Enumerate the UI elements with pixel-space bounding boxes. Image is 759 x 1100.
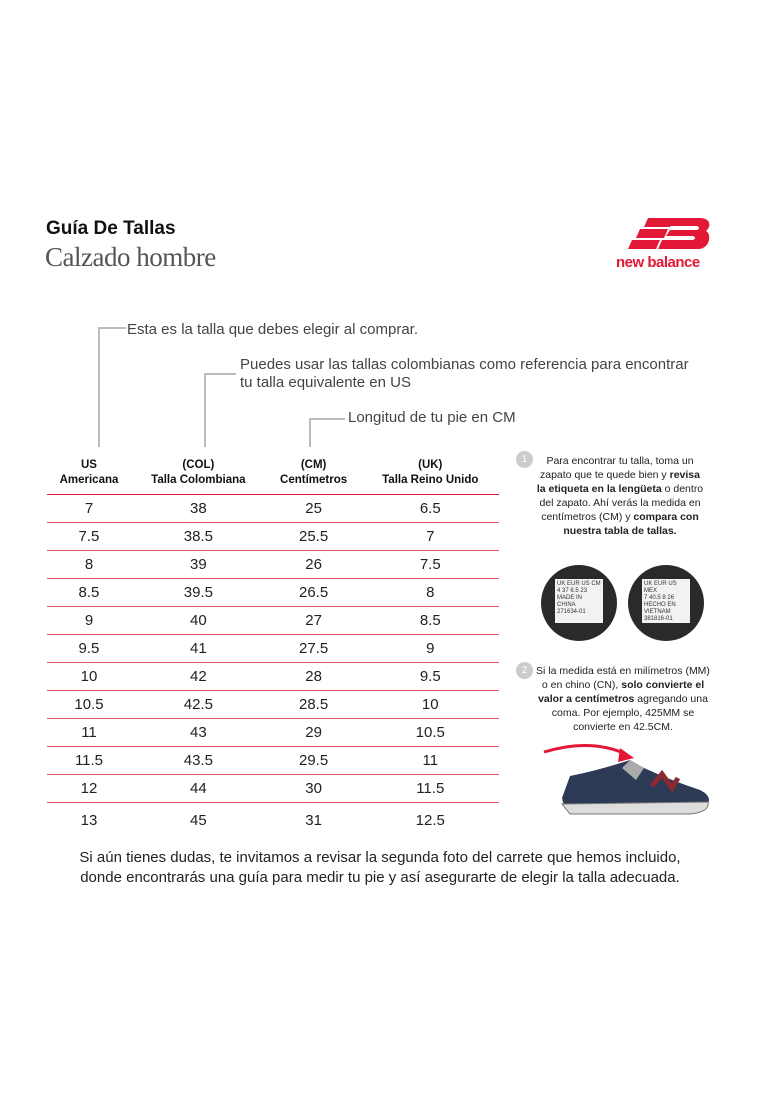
table-cell: 39.5 [131, 579, 266, 607]
step-2-number: 2 [516, 662, 533, 679]
table-cell: 8 [47, 551, 131, 579]
step-1-text [535, 454, 705, 538]
table-cell: 26.5 [266, 579, 362, 607]
table-cell: 26 [266, 551, 362, 579]
table-row [47, 775, 499, 803]
table-row [47, 747, 499, 775]
step-1-number: 1 [516, 451, 533, 468]
table-cell: 13 [80, 812, 98, 829]
note-col-line1: Puedes usar las tallas colombianas como referencia para encontrar [240, 356, 689, 373]
table-row [47, 551, 499, 579]
table-cell: 11 [362, 747, 499, 775]
page-title: Guía De Tallas [46, 218, 176, 239]
column-header-line: US [80, 459, 97, 471]
bracket-us [98, 327, 126, 447]
table-cell: 31 [305, 812, 322, 829]
step-text-part: Si la medida está en milímetros (MM) o en chino (CN), [536, 665, 710, 691]
table-cell: 7 [47, 495, 131, 523]
table-cell: 10.5 [362, 719, 499, 747]
column-header-line: (CM) [300, 459, 327, 471]
table-cell: 38.5 [131, 523, 266, 551]
table-cell: 9.5 [362, 663, 499, 691]
table-row [47, 691, 499, 719]
table-cell: 25.5 [266, 523, 362, 551]
step-text-part: revisa la etiqueta en la lengüeta [536, 469, 700, 495]
arrow-icon [544, 745, 626, 754]
table-row [47, 579, 499, 607]
footer-note: Si aún tienes dudas, te invitamos a revisar la segunda foto del carrete que hemos incluido, donde encontrarás una guía para medir tu pie y así asegurarte de elegir la talla adecuada. [79, 849, 681, 886]
table-cell: 27 [266, 607, 362, 635]
table-cell: 39 [131, 551, 266, 579]
step-text-part: agregando una coma. Por ejemplo, 425MM se convierte en 42.5CM. [551, 693, 708, 733]
table-cell: 27.5 [266, 635, 362, 663]
table-cell: 10 [362, 691, 499, 719]
table-cell: 7 [362, 523, 499, 551]
table-cell: 8 [362, 579, 499, 607]
table-cell: 7.5 [362, 551, 499, 579]
table-cell: 7.5 [47, 523, 131, 551]
table-cell: 29.5 [266, 747, 362, 775]
column-header-line: (COL) [182, 459, 215, 471]
column-header-line: Centímetros [280, 474, 348, 486]
step-text-part: o dentro del zapato. Ahí verás la medida en centímetros (CM) y [539, 483, 704, 523]
table-cell: 30 [266, 775, 362, 803]
table-cell: 8.5 [47, 579, 131, 607]
page-subtitle: Calzado hombre [45, 242, 216, 272]
table-cell: 25 [266, 495, 362, 523]
column-header [47, 458, 131, 495]
table-cell: 9.5 [47, 635, 131, 663]
note-col-line2: tu talla equivalente en US [240, 374, 411, 391]
table-cell: 44 [131, 775, 266, 803]
column-header [266, 458, 362, 495]
column-header [131, 458, 266, 495]
table-cell: 43.5 [131, 747, 266, 775]
table-cell: 29 [266, 719, 362, 747]
table-cell: 11 [47, 719, 131, 747]
table-cell: 9 [47, 607, 131, 635]
table-cell: 12 [47, 775, 131, 803]
table-cell: 42.5 [131, 691, 266, 719]
step-text-part: solo convierte el valor a centímetros [538, 679, 705, 705]
bracket-col [204, 373, 236, 447]
shoe-label-photo-2: UK EUR US MEX 7 40.5 8 26 HECHO EN VIETNAM 381816-01 [628, 565, 704, 641]
table-row [47, 663, 499, 691]
table-cell: 6.5 [362, 495, 499, 523]
bracket-cm [309, 418, 345, 447]
table-cell: 28.5 [266, 691, 362, 719]
table-cell: 10 [47, 663, 131, 691]
table-cell: 45 [189, 812, 207, 829]
table-cell: 41 [131, 635, 266, 663]
column-header-line: Talla Colombiana [151, 474, 246, 486]
table-cell: 11.5 [362, 775, 499, 803]
table-cell: 42 [131, 663, 266, 691]
step-text-part: Para encontrar tu talla, toma un zapato que te quede bien y [540, 455, 694, 481]
column-header [362, 458, 499, 495]
table-row [47, 803, 499, 835]
table-cell: 10.5 [47, 691, 131, 719]
column-header-line: Talla Reino Unido [382, 474, 479, 486]
table-cell: 43 [131, 719, 266, 747]
table-row [47, 495, 499, 523]
table-cell: 8.5 [362, 607, 499, 635]
sneaker-illustration [540, 740, 720, 820]
table-row [47, 719, 499, 747]
brand-name: new balance [616, 254, 700, 271]
step-text-part: compara con nuestra tabla de tallas. [563, 511, 699, 537]
table-row [47, 607, 499, 635]
table-cell: 28 [266, 663, 362, 691]
nb-logo-icon [618, 216, 714, 254]
column-header-line: Americana [59, 474, 119, 486]
note-us: Esta es la talla que debes elegir al comprar. [127, 321, 418, 338]
table-cell: 9 [362, 635, 499, 663]
column-header-line: (UK) [418, 459, 443, 471]
new-balance-logo [618, 216, 714, 272]
step-2-text [533, 664, 713, 734]
size-table [47, 458, 499, 834]
table-cell: 40 [131, 607, 266, 635]
shoe-label-photo-1: UK EUR US CM 4 37 6.5 23 MADE IN CHINA 271634-01 [541, 565, 617, 641]
table-cell: 38 [131, 495, 266, 523]
table-cell: 11.5 [47, 747, 131, 775]
table-cell: 12.5 [415, 812, 445, 829]
table-row [47, 635, 499, 663]
table-row [47, 523, 499, 551]
note-cm: Longitud de tu pie en CM [348, 409, 516, 426]
